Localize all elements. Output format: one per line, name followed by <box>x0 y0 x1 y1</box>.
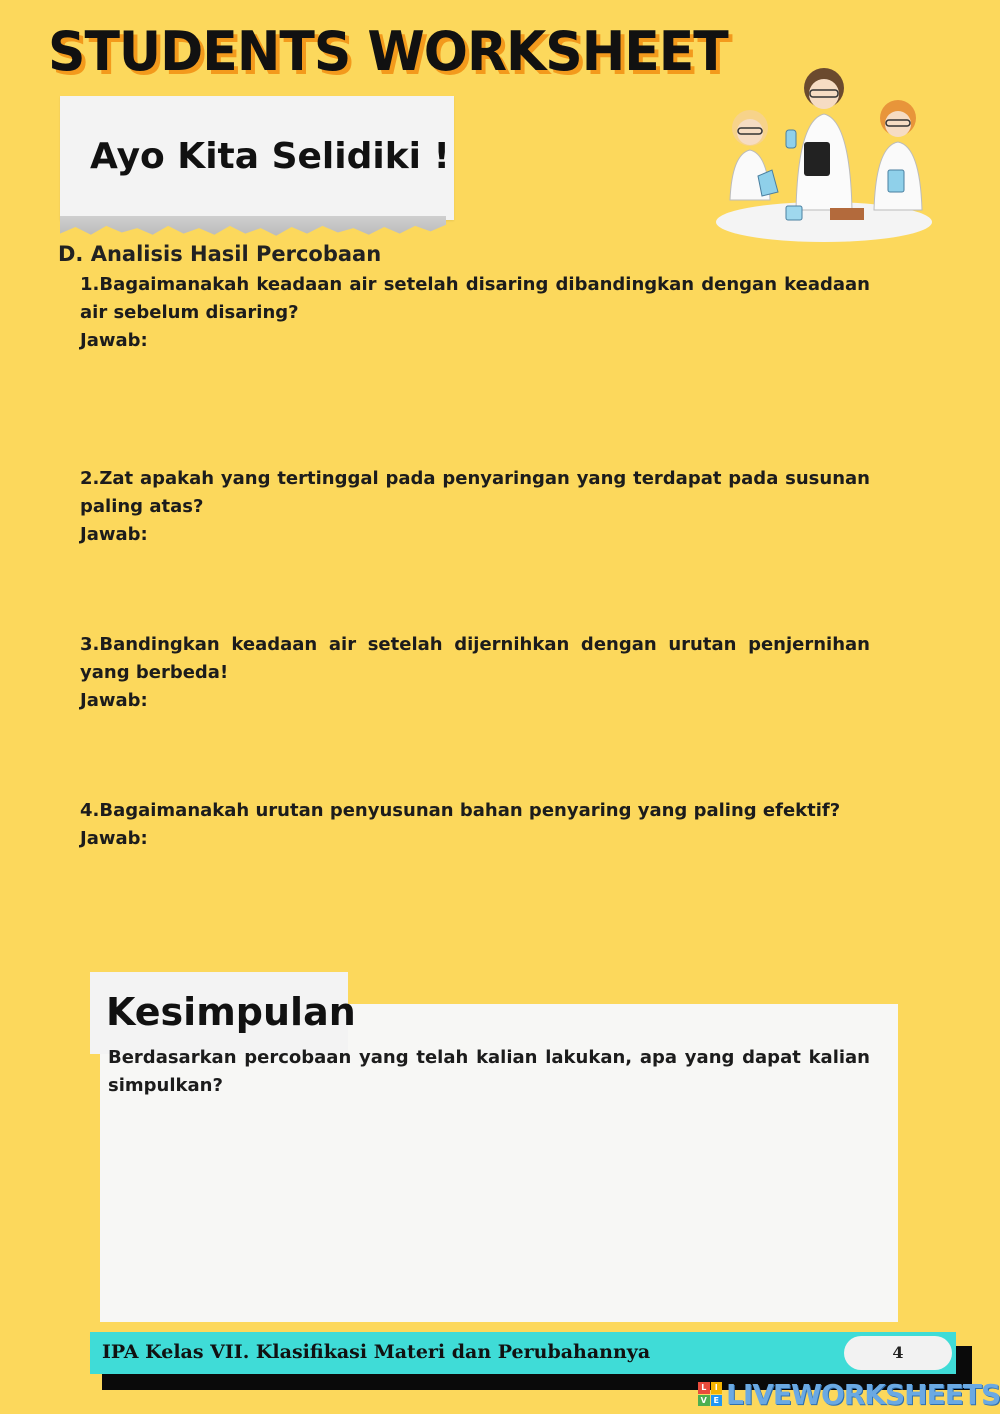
intro-card <box>60 96 454 220</box>
liveworksheets-logo <box>698 1378 1000 1410</box>
liveworksheets-badge-icon <box>698 1382 722 1406</box>
badge-letter-l: L <box>698 1382 710 1394</box>
torn-paper-edge <box>60 216 446 238</box>
conclusion-tab <box>90 972 356 1054</box>
scientists-with-lab-equipment-icon <box>712 50 936 246</box>
badge-letter-i: I <box>711 1382 723 1394</box>
question-4-answer-field[interactable] <box>160 828 860 918</box>
question-3-answer-field[interactable] <box>160 690 860 780</box>
question-3-answer-label: Jawab: <box>80 690 148 711</box>
question-2-text: 2.Zat apakah yang tertinggal pada penyaringan yang terdapat pada susunan paling atas? <box>80 468 870 517</box>
question-1-answer-label: Jawab: <box>80 330 148 351</box>
scientist-left <box>730 110 778 200</box>
question-2-answer-field[interactable] <box>160 524 860 614</box>
footer-bar <box>90 1332 956 1374</box>
footer-subject: IPA Kelas VII. Klasifikasi Materi dan Perubahannya <box>102 1341 651 1363</box>
scientist-middle <box>786 68 852 210</box>
scientist-right <box>874 100 922 210</box>
page-number: 4 <box>844 1336 952 1370</box>
badge-letter-v: V <box>698 1395 710 1407</box>
question-1-text: 1.Bagaimanakah keadaan air setelah disaring dibandingkan dengan keadaan air sebelum disaring? <box>80 274 870 323</box>
question-3-text: 3.Bandingkan keadaan air setelah dijernihkan dengan urutan penjernihan yang berbeda! <box>80 634 870 683</box>
question-4-text: 4.Bagaimanakah urutan penyusunan bahan penyaring yang paling efektif? <box>80 800 841 821</box>
question-2-answer-label: Jawab: <box>80 524 148 545</box>
intro-card-title: Ayo Kita Selidiki ! <box>90 136 450 177</box>
conclusion-question: Berdasarkan percobaan yang telah kalian lakukan, apa yang dapat kalian simpulkan? <box>108 1047 870 1096</box>
worksheet-title: STUDENTS WORKSHEET <box>48 20 728 84</box>
conclusion-title: Kesimpulan <box>106 990 356 1034</box>
question-1-answer-field[interactable] <box>160 330 860 420</box>
beaker <box>786 206 802 220</box>
badge-letter-e: E <box>711 1395 723 1407</box>
question-4-answer-label: Jawab: <box>80 828 148 849</box>
test-tube-rack <box>830 208 864 220</box>
liveworksheets-text: LIVEWORKSHEETS <box>726 1377 1000 1411</box>
section-heading: D. Analisis Hasil Percobaan <box>58 242 382 266</box>
conclusion-answer-field[interactable] <box>108 1110 878 1310</box>
